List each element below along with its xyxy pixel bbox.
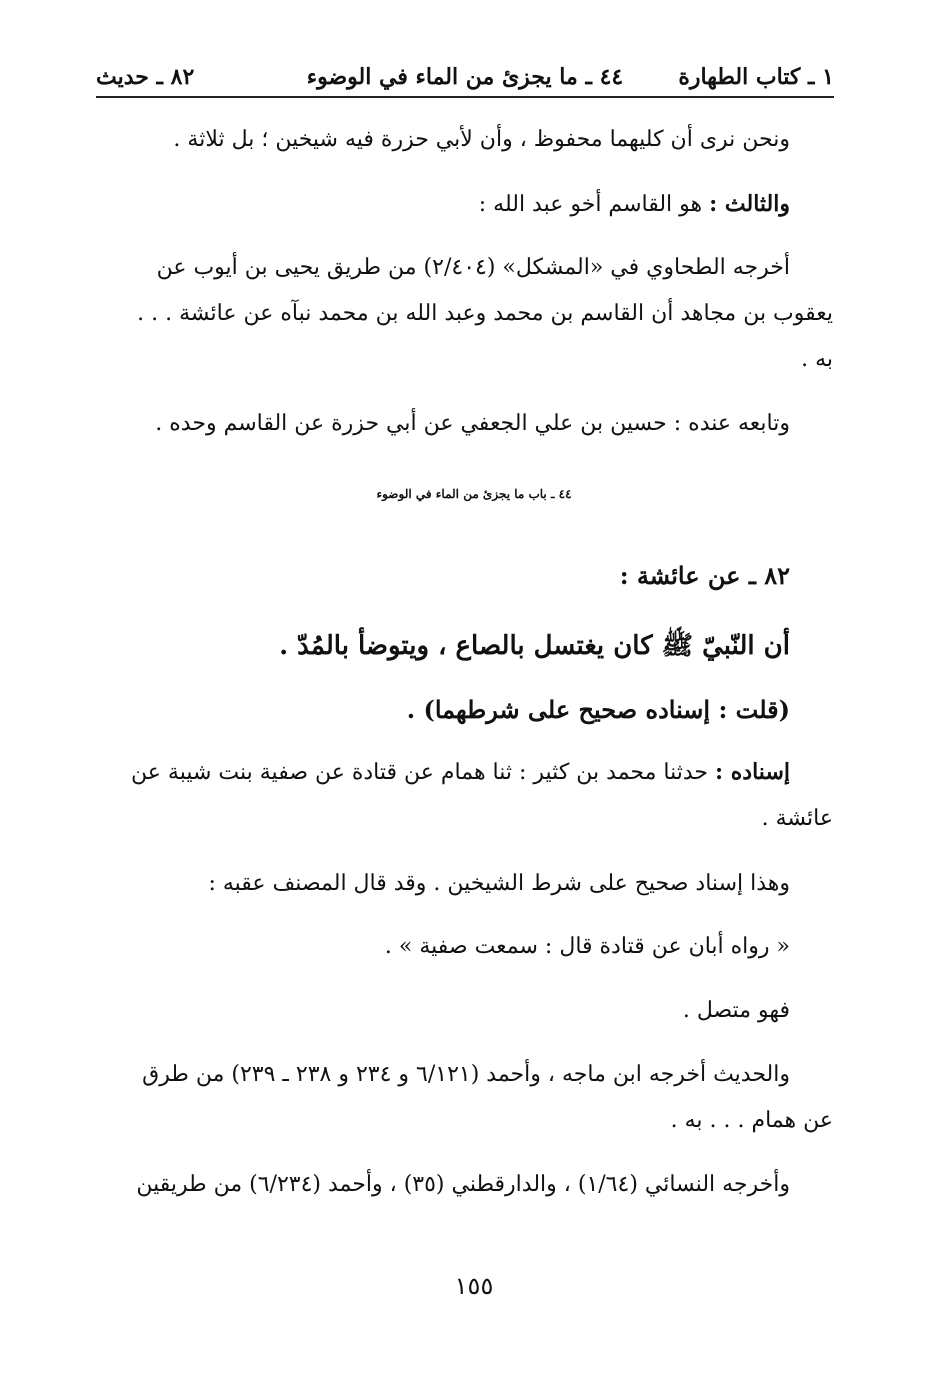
text-span: هو القاسم أخو عبد الله : [478, 192, 710, 217]
text-line: أخرجه الطحاوي في «المشكل» (٢/٤٠٤) من طريق يحيى بن أيوب عن [156, 255, 790, 280]
text-line: وأخرجه النسائي (١/٦٤) ، والدارقطني (٣٥) ، وأحمد (٦/٢٣٤) من طريقين [136, 1172, 790, 1197]
header-chapter-title: ٤٤ ـ ما يجزئ من الماء في الوضوء [306, 64, 624, 90]
text-line [131, 758, 790, 788]
text-line: وتابعه عنده : حسين بن علي الجعفي عن أبي حزرة عن القاسم وحده . [155, 411, 790, 436]
hadith-number: ٨٢ ـ عن عائشة : [619, 561, 790, 590]
running-header [96, 56, 834, 98]
bold-label: إسناده : [715, 759, 790, 785]
text-line: والحديث أخرجه ابن ماجه ، وأحمد (٦/١٢١ و ٢٣٤ و ٢٣٨ ـ ٢٣٩) من طرق [142, 1062, 790, 1087]
text-line: عن همام . . . به . [670, 1108, 833, 1133]
text-line: ونحن نرى أن كليهما محفوظ ، وأن لأبي حزرة فيه شيخين ؛ بل ثلاثة . [173, 127, 790, 152]
header-book-title: ١ ـ كتاب الطهارة [678, 64, 834, 90]
text-line: وهذا إسناد صحيح على شرط الشيخين . وقد قال المصنف عقبه : [208, 871, 790, 896]
page-number: ١٥٥ [454, 1272, 494, 1300]
text-line: « رواه أبان عن قتادة قال : سمعت صفية » . [384, 934, 790, 959]
text-span: حدثنا محمد بن كثير : ثنا همام عن قتادة عن صفية بنت شيبة عن [131, 760, 715, 785]
text-line [479, 190, 790, 220]
header-hadith-number: ٨٢ ـ حديث [96, 64, 195, 90]
text-line: فهو متصل . [682, 998, 790, 1023]
text-line: عائشة . [761, 806, 833, 831]
text-line: يعقوب بن مجاهد أن القاسم بن محمد وعبد الله بن محمد نبآه عن عائشة . . . [137, 301, 833, 326]
hadith-text: أن النّبيّ ﷺ كان يغتسل بالصاع ، ويتوضأ بالمُدّ . [279, 631, 790, 661]
chapter-title: ٤٤ ـ باب ما يجزئ من الماء في الوضوء [376, 487, 572, 501]
bold-label: والثالث : [709, 191, 790, 217]
text-line: به . [801, 347, 833, 372]
hadith-grading: (قلت : إسناده صحيح على شرطهما) . [406, 695, 790, 724]
